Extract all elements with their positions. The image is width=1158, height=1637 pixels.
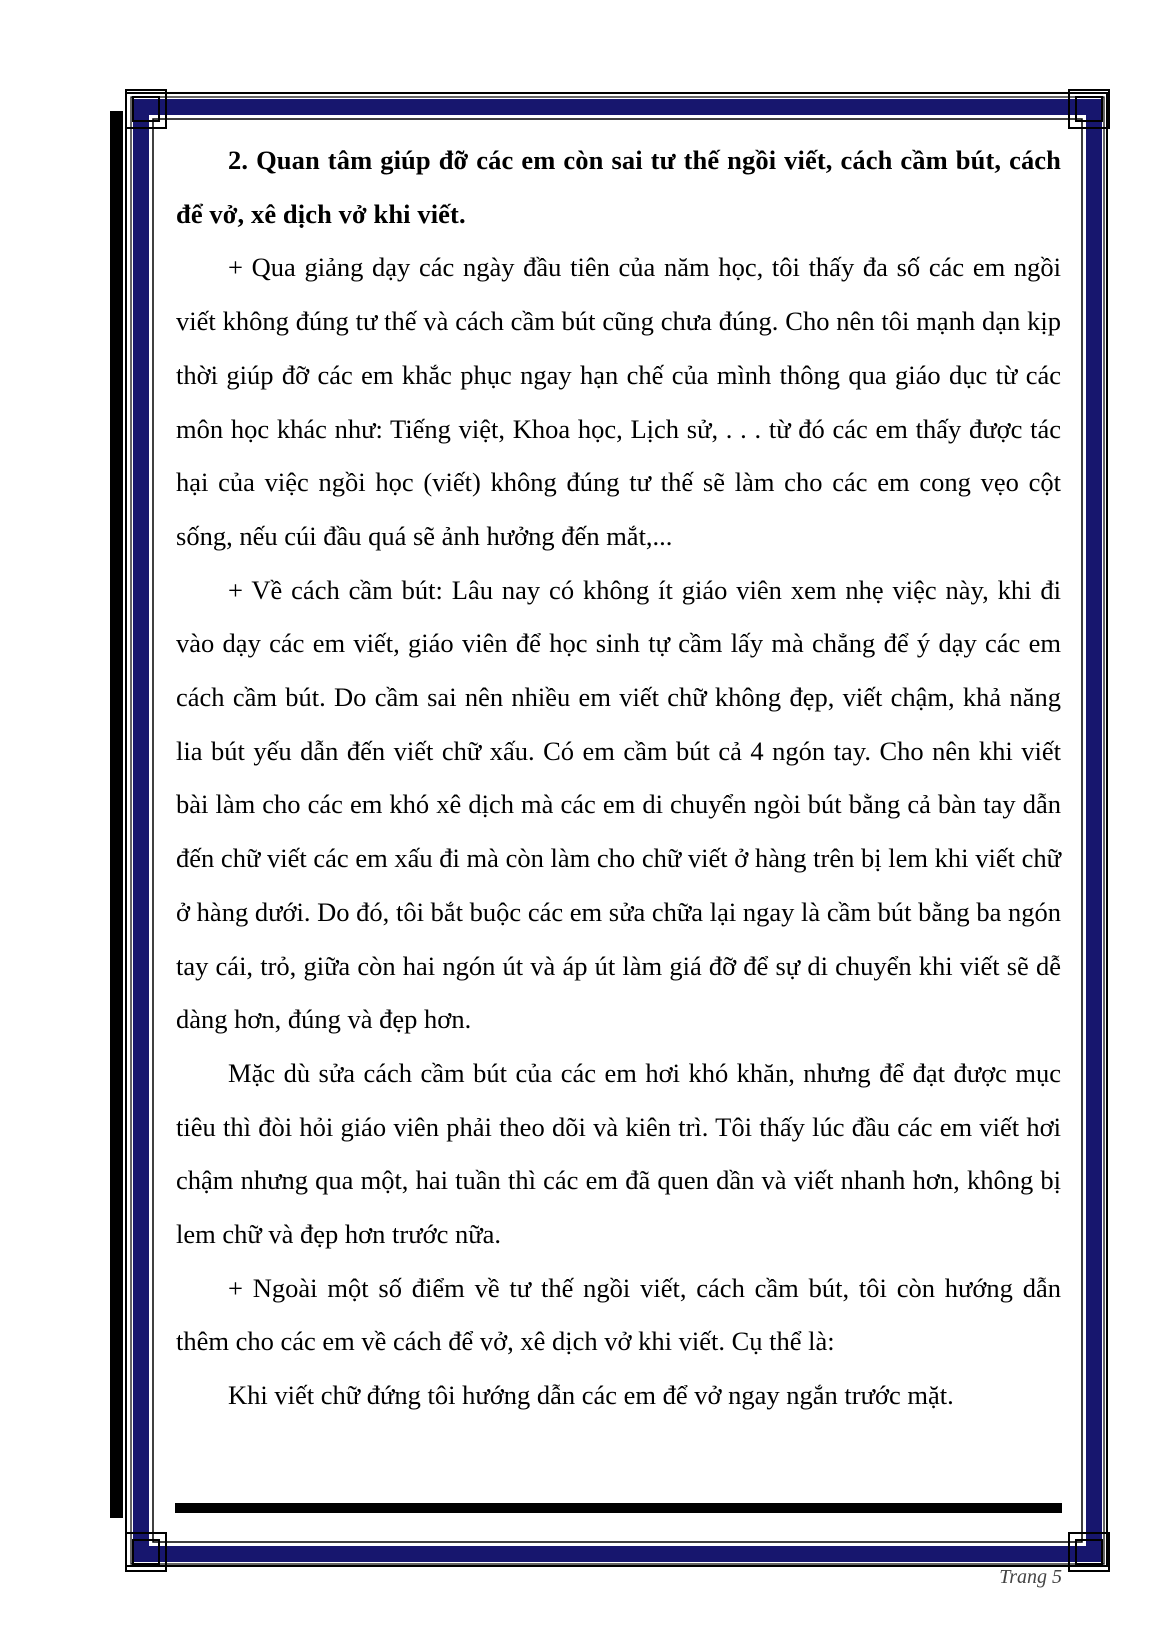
- paragraph-1: + Qua giảng dạy các ngày đầu tiên của năm học, tôi thấy đa số các em ngồi viết không đúng tư thế và cách cầm bút cũng chưa đúng. Cho nên tôi mạnh dạn kịp thời giúp đỡ các em khắc phục ngay hạn chế của mình thông qua giáo dục từ các môn học khác như: Tiếng việt, Khoa học, Lịch sử, . . . từ đó các em thấy được tác hại của việc ngồi học (viết) không đúng tư thế sẽ làm cho các em cong vẹo cột sống, nếu cúi đầu quá sẽ ảnh hưởng đến mắt,...: [176, 252, 1061, 551]
- document-body: [176, 134, 1061, 1423]
- section-heading: 2. Quan tâm giúp đỡ các em còn sai tư thế ngồi viết, cách cầm bút, cách để vở, xê dịch vở khi viết.: [176, 145, 1061, 229]
- paragraph-2: + Về cách cầm bút: Lâu nay có không ít giáo viên xem nhẹ việc này, khi đi vào dạy các em viết, giáo viên để học sinh tự cầm lấy mà chẳng để ý dạy các em cách cầm bút. Do cầm sai nên nhiều em viết chữ không đẹp, viết chậm, khả năng lia bút yếu dẫn đến viết chữ xấu. Có em cầm bút cả 4 ngón tay. Cho nên khi viết bài làm cho các em khó xê dịch mà các em di chuyển ngòi bút bằng cả bàn tay dẫn đến chữ viết các em xấu đi mà còn làm cho chữ viết ở hàng trên bị lem khi viết chữ ở hàng dưới. Do đó, tôi bắt buộc các em sửa chữa lại ngay là cầm bút bằng ba ngón tay cái, trỏ, giữa còn hai ngón út và áp út làm giá đỡ để sự di chuyển khi viết sẽ dễ dàng hơn, đúng và đẹp hơn.: [176, 574, 1061, 1035]
- paragraph-5: Khi viết chữ đứng tôi hướng dẫn các em để vở ngay ngắn trước mặt.: [228, 1380, 954, 1411]
- page-number: Trang 5: [999, 1570, 1062, 1588]
- paragraph-3: Mặc dù sửa cách cầm bút của các em hơi khó khăn, nhưng để đạt được mục tiêu thì đòi hỏi giáo viên phải theo dõi và kiên trì. Tôi thấy lúc đầu các em viết hơi chậm nhưng qua một, hai tuần thì các em đã quen dần và viết nhanh hơn, không bị lem chữ và đẹp hơn trước nữa.: [176, 1057, 1061, 1250]
- paragraph-4: + Ngoài một số điểm về tư thế ngồi viết, cách cầm bút, tôi còn hướng dẫn thêm cho các em về cách để vở, xê dịch vở khi viết. Cụ thể là:: [176, 1272, 1061, 1357]
- footer-rule: [175, 1503, 1062, 1513]
